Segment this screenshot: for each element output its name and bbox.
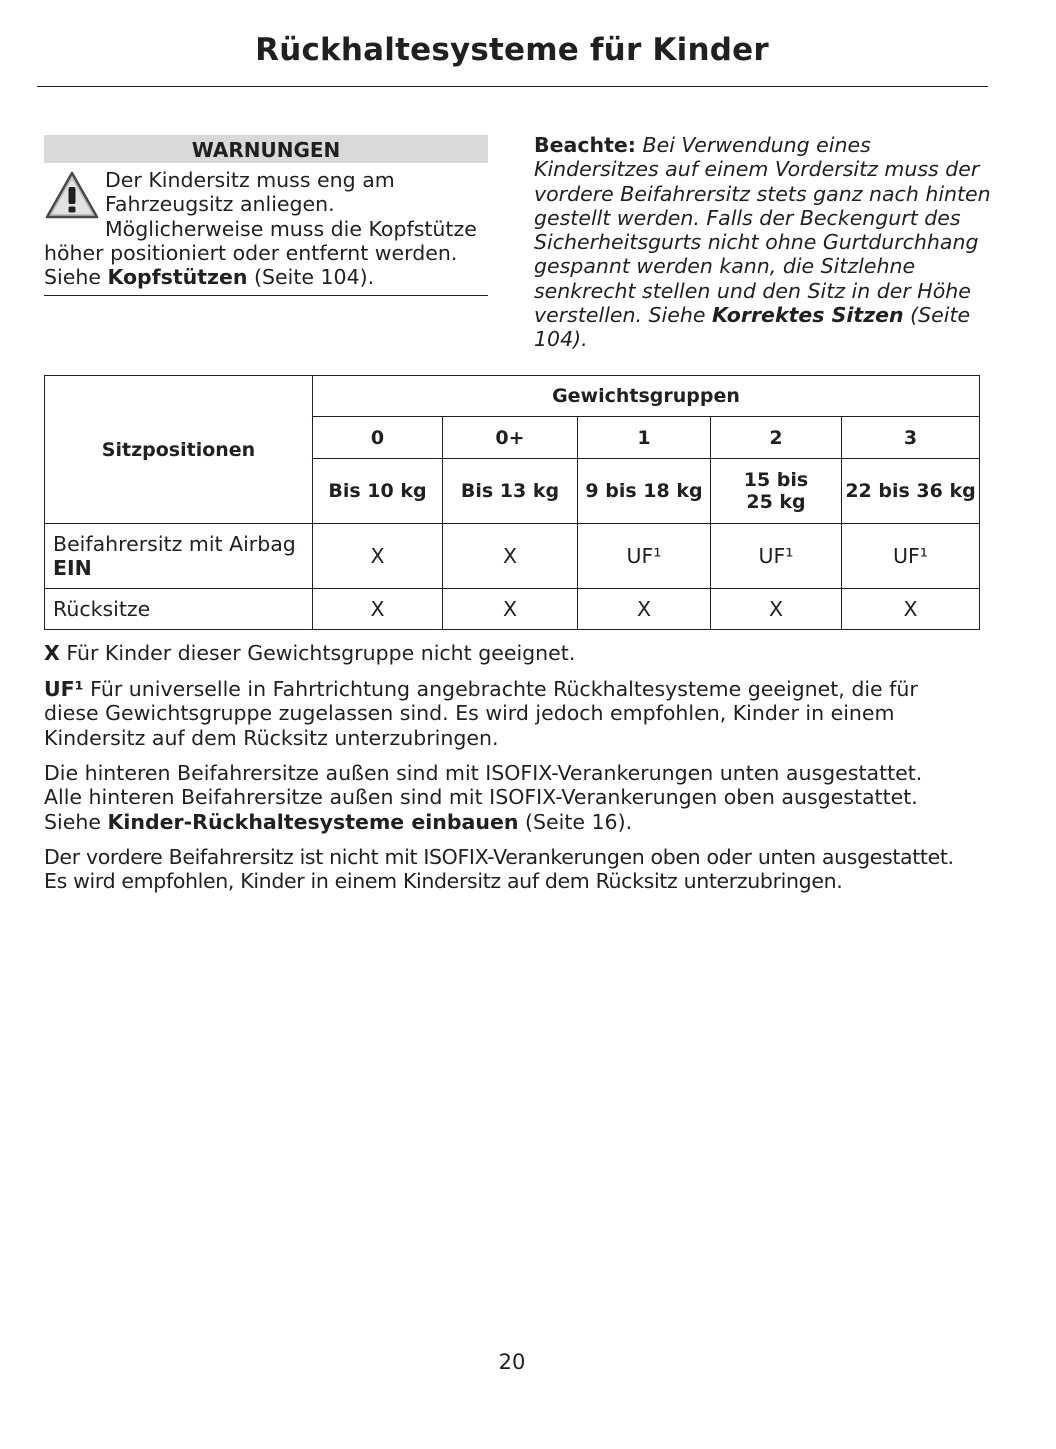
kopfstuetzen-link[interactable]: Kopfstützen <box>107 265 248 290</box>
legend-line: Kindersitz auf dem Rücksitz unterzubringen. <box>44 725 499 750</box>
table-row <box>45 524 980 589</box>
note-line: Sicherheitsgurts nicht ohne Gurtdurchhang <box>534 230 979 255</box>
weight-range <box>711 459 842 524</box>
table-row <box>45 589 980 630</box>
table-cell: X <box>313 589 443 630</box>
paragraph-line: Alle hinteren Beifahrersitze außen sind mit ISOFIX-Verankerungen oben ausgestattet. <box>44 785 918 810</box>
weight-range: Bis 13 kg <box>443 459 578 524</box>
note-line: gespannt werden kann, die Sitzlehne <box>534 254 916 279</box>
title-divider <box>37 86 988 87</box>
table-cell: UF¹ <box>842 524 980 589</box>
legend-key: X <box>44 641 60 665</box>
warnings-box <box>44 135 488 296</box>
legend-line: diese Gewichtsgruppe zugelassen sind. Es wird jedoch empfohlen, Kinder in einem <box>44 701 895 726</box>
note-text: (Seite <box>903 303 971 328</box>
row-label-text: Beifahrersitz mit Airbag <box>53 532 296 556</box>
weight-range: Bis 10 kg <box>313 459 443 524</box>
table-cell: UF¹ <box>578 524 711 589</box>
warning-line: Der Kindersitz muss eng am <box>105 168 395 192</box>
legend-text: Für universelle in Fahrtrichtung angebrachte Rückhaltesysteme geeignet, die für <box>83 677 918 701</box>
note-text: Bei Verwendung eines <box>636 133 871 157</box>
warning-line: höher positioniert oder entfernt werden. <box>44 240 458 265</box>
table-cell: X <box>313 524 443 589</box>
page-title: Rückhaltesysteme für Kinder <box>255 32 769 68</box>
note-line <box>534 303 989 327</box>
weight-range: 22 bis 36 kg <box>842 459 980 524</box>
paragraph-line: Es wird empfohlen, Kinder in einem Kindersitz auf dem Rücksitz unterzubringen. <box>44 869 843 894</box>
weight-group-table <box>44 375 980 630</box>
paragraph-line: Der vordere Beifahrersitz ist nicht mit ISOFIX-Verankerungen oben oder unten ausgestattet. <box>44 845 954 869</box>
legend-x <box>44 641 994 665</box>
table-cell: UF¹ <box>711 524 842 589</box>
warning-line <box>44 265 488 289</box>
paragraph-text: Siehe <box>44 809 108 834</box>
paragraph-line: Die hinteren Beifahrersitze außen sind mit ISOFIX-Verankerungen unten ausgestattet. <box>44 761 923 785</box>
group-label: 3 <box>842 417 980 459</box>
note-label: Beachte: <box>534 133 637 157</box>
page-number: 20 <box>498 1350 526 1374</box>
group-label: 0+ <box>443 417 578 459</box>
front-seat-paragraph <box>44 845 994 894</box>
note-line: Kindersitzes auf einem Vordersitz muss der <box>534 157 980 182</box>
warning-text: Siehe <box>44 265 108 290</box>
weight-groups-header: Gewichtsgruppen <box>313 376 980 417</box>
group-label: 2 <box>711 417 842 459</box>
paragraph-line <box>44 810 994 834</box>
table-row <box>45 376 980 417</box>
note-line: senkrecht stellen und den Sitz in der Höhe <box>534 278 971 303</box>
row-label-passenger-airbag <box>45 524 313 589</box>
note-line: gestellt werden. Falls der Beckengurt des <box>534 205 961 230</box>
warnings-body <box>44 168 488 296</box>
legend-line <box>44 641 994 665</box>
note-text: verstellen. Siehe <box>534 303 712 328</box>
table-cell: X <box>443 589 578 630</box>
kinder-rueckhaltesysteme-link[interactable]: Kinder-Rückhaltesysteme einbauen <box>107 809 519 834</box>
paragraph-text: (Seite 16). <box>518 809 633 834</box>
row-label-rear-seats: Rücksitze <box>45 589 313 630</box>
table-cell: X <box>443 524 578 589</box>
weight-range-line: 15 bis <box>743 469 809 491</box>
warning-text: (Seite 104). <box>247 265 375 290</box>
warning-line: Fahrzeugsitz anliegen. <box>105 192 335 217</box>
note-line <box>534 133 989 157</box>
table-cell: X <box>842 589 980 630</box>
legend-uf <box>44 677 994 750</box>
korrektes-sitzen-link[interactable]: Korrektes Sitzen <box>711 303 904 328</box>
row-label-text: EIN <box>53 556 92 580</box>
warning-triangle-icon <box>44 170 100 220</box>
group-label: 1 <box>578 417 711 459</box>
weight-range: 9 bis 18 kg <box>578 459 711 524</box>
legend-key: UF¹ <box>44 677 84 701</box>
group-label: 0 <box>313 417 443 459</box>
note-paragraph <box>534 133 989 352</box>
weight-range-line: 25 kg <box>746 491 806 513</box>
legend-text: Für Kinder dieser Gewichtsgruppe nicht geeignet. <box>59 641 576 665</box>
warning-line: Möglicherweise muss die Kopfstütze <box>105 216 477 241</box>
warnings-header: WARNUNGEN <box>44 135 488 163</box>
legend-line <box>44 677 994 701</box>
note-line: vordere Beifahrersitz stets ganz nach hinten <box>534 181 991 206</box>
isofix-paragraph <box>44 761 994 834</box>
seat-positions-header: Sitzpositionen <box>45 376 313 524</box>
note-line: 104). <box>534 327 588 352</box>
table-cell: X <box>578 589 711 630</box>
table-cell: X <box>711 589 842 630</box>
